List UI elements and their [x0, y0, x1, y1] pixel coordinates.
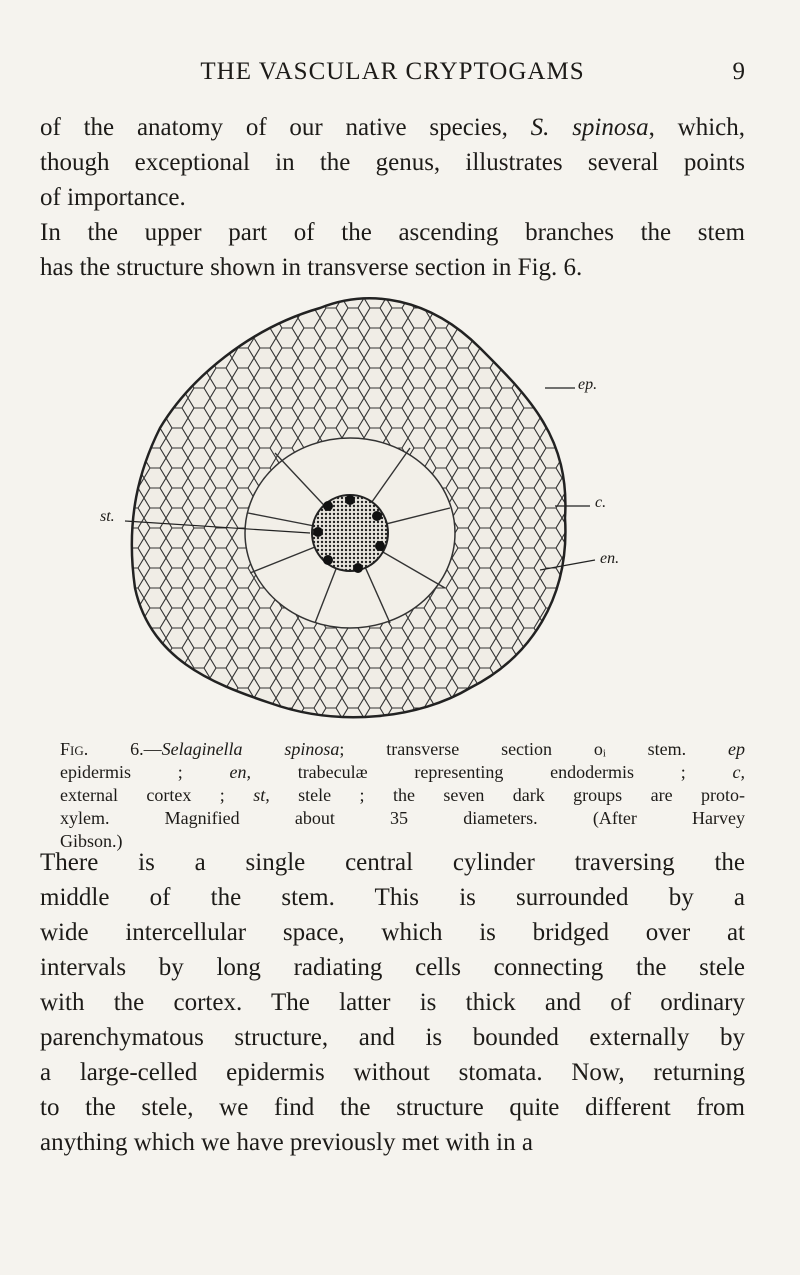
text-line: parenchymatous structure, and is bounded externally by [40, 1024, 745, 1051]
caption-abbrev: ep [728, 739, 746, 759]
text-run: , which, [648, 114, 745, 141]
page-number: 9 [732, 58, 745, 85]
text-line: In the upper part of the ascending branches the stem [40, 219, 745, 246]
caption-abbrev: c, [732, 762, 746, 782]
text-line: wide intercellular space, which is bridged over at [40, 919, 745, 946]
caption-line [40, 761, 745, 784]
figure-caption [40, 738, 745, 853]
text-line: to the stele, we find the structure quite different from [40, 1094, 745, 1121]
text-line: of importance. [40, 184, 186, 211]
stem-cross-section-illustration [100, 288, 660, 738]
fig-number: 6.— [130, 739, 162, 759]
text-line: intervals by long radiating cells connecting the stele [40, 954, 745, 981]
caption-text: trabeculæ representing endodermis ; [297, 762, 686, 782]
page-header [40, 58, 745, 92]
label-epidermis: ep. [578, 376, 598, 393]
text-line: anything which we have previously met with in a [40, 1129, 533, 1156]
running-title: THE VASCULAR CRYPTOGAMS [200, 58, 585, 85]
caption-text: stele ; the seven dark groups are proto- [298, 785, 745, 805]
fig-word: Fig. [60, 739, 89, 759]
text-line: though exceptional in the genus, illustrates several points [40, 149, 745, 176]
caption-abbrev: en, [229, 762, 251, 782]
species-name: S. spinosa [530, 114, 649, 141]
caption-species: Selaginella spinosa [161, 739, 340, 759]
caption-line: Gibson.) [60, 831, 123, 851]
caption-line [40, 738, 745, 761]
caption-text: external cortex ; [60, 785, 225, 805]
text-line: a large-celled epidermis without stomata. Now, returning [40, 1059, 745, 1086]
paragraph-3 [40, 845, 745, 1160]
text-line: has the structure shown in transverse section in Fig. 6. [40, 254, 583, 281]
text-line: There is a single central cylinder traversing the [40, 849, 745, 876]
label-endodermis: en. [600, 550, 620, 567]
text-line: middle of the stem. This is surrounded by a [40, 884, 745, 911]
paragraph-2 [40, 215, 745, 285]
figure-6-stem-section [100, 288, 660, 738]
text-line: with the cortex. The latter is thick and of ordinary [40, 989, 745, 1016]
text-run: of the anatomy of our native species, [40, 114, 531, 141]
caption-line [40, 784, 745, 807]
caption-line: xylem. Magnified about 35 diameters. (After Harvey [60, 808, 745, 828]
caption-abbrev: st, [253, 785, 270, 805]
label-stele: st. [100, 508, 115, 525]
caption-text: epidermis ; [60, 762, 183, 782]
caption-text: ; transverse section oᵢ stem. [339, 739, 687, 759]
label-cortex: c. [595, 494, 607, 511]
paragraph-1 [40, 110, 745, 215]
text-line [40, 110, 745, 145]
